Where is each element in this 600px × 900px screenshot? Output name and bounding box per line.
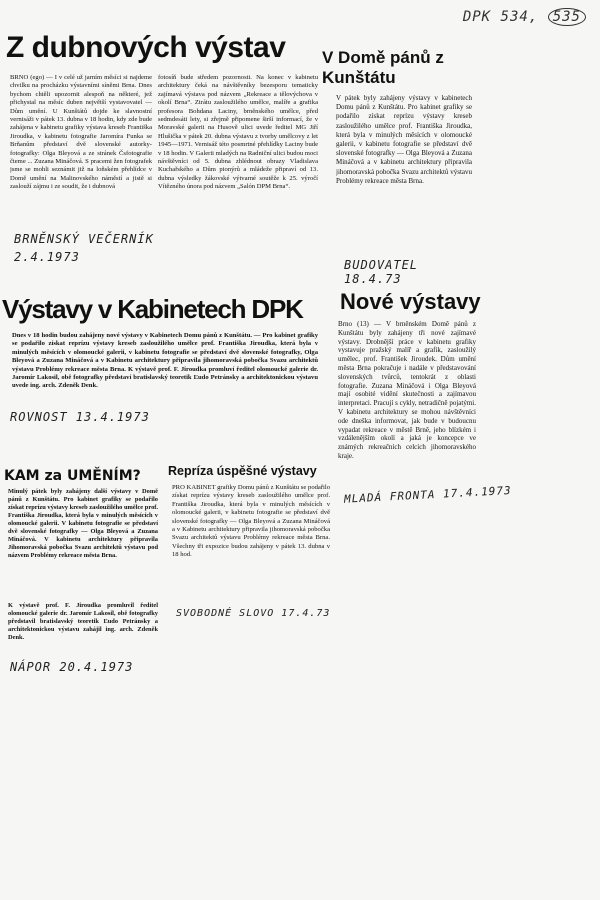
clipping-title: Nové výstavy — [340, 289, 481, 314]
clipping-body: PRO KABINET grafiky Domu pánů z Kunštátu se podařilo získat reprízu výstavy kreseb zasloužilého umělce prof. Františka Jiroudka, která byla v minulých měsících v olomoucké galerii, v kabinetu fotografie se představí dvě slovenské fotografky — Olga Bleyová a Zuzana Mináčová a v Kabinetu architektury připravila jihomoravská pobočka Svazu architektů výstavu Problémy rekreace města Brna. Všechny tři expozice budou zahájeny v pátek 13. dubna v 18 hod. — [172, 484, 330, 559]
clipping-vystavy-v-kabinetech — [2, 292, 324, 442]
clipping-v-dome-panu — [322, 48, 474, 286]
clipping-body: V pátek byly zahájeny výstavy v kabinetech Domu pánů z Kunštátu. Pro kabinet grafiky se podařilo získat reprízu výstavy kreseb zasloužilého umělce prof. Františka Jiroudka, která byla v minulých měsících v olomoucké galerii, v kabinetu fotografie se představí dvě slovenské fotografky — Olga Bleyová a Zuzana Mináčová a v kabinetu architektury připravila jihomoravská pobočka Svazu architektů výstavu Problémy rekreace města Brna. — [336, 94, 472, 185]
clipping-body: Dnes v 18 hodin budou zahájeny nové výstavy v Kabinetech Domu pánů z Kunštátu. — Pro kabinet grafiky se podařilo získat reprízu výstavy kreseb zasloužilého umělce prof. Františka Jiroudka, která byla v minulých měsících v olomoucké galerii, v kabinetu fotografie se představí dvě slovenské fotografky, Olga Bleyová a Zuzana Mináčová a v Kabinetu architektury připravila jihomoravská pobočka Svazu architektů výstavu Problémy rekreace města Brna. K výstavě prof. F. Jiroudka promluví ředitel olomoucké galerie dr. Jaromír Lakosil, obě fotografky představí bratislavský teoretik Ľudo Petránsky a architektonickou výstavu uvede ing. arch. Zdeněk Denk. — [12, 332, 318, 390]
clipping-body-2: K výstavě prof. F. Jiroudka promluvil ředitel olomoucké galerie dr. Jaromír Lakosil, obě fotografky představil bratislavský teoretik Ľudo Petránsky a architektonickou výstavu zahájil ing. arch. Zdeněk Denk. — [8, 602, 158, 641]
clipping-body: Brno (13) — V brněnském Domě pánů z Kunštátu byly zahájeny tři nové zajímavé výstavy. Drobnější práce v kabinetu grafiky vystavuje pražský malíř a grafik, zasloužilý umělec, prof. František Jiroudek. Dům umění města Brna pokračuje i nadále v představování slovenských tvůrců, tentokrát z oblasti fotografie. Zuzana Mináčová i Olga Bleyová mají osobité vidění skutečnosti a zajímavou interpretaci. Pracují s cykly, netradičně pojatými. V kabinetu architektury se mohou návštěvníci ode dneška informovat, jak bude v budoucnu vypadat rekreace v městě Brně, jeho blízkém i vzdálenějším okolí a jaká je koncepce ve známých rekreačních celcích jihomoravského kraje. — [338, 320, 476, 460]
clipping-title: Z dubnových výstav — [6, 31, 286, 64]
clipping-body: Minulý pátek byly zahájeny další výstavy v Domě pánů z Kunštátu. Pro kabinet grafiky se podařilo získat reprízu výstavy kreseb zasloužilého umělce prof. Františka Jiroudka, která byla v minulých měsících v olomoucké galerii. V kabinetu fotografie se představí dvě slovenské fotografky — Olga Bleyová a Zuzana Mináčová. V kabinetu architektury připravila Jihomoravská pobočka Svazu architektů výstavu pod názvem Problémy rekreace města Brna. — [8, 488, 158, 559]
clipping-title: Repríza úspěšné výstavy — [168, 464, 317, 478]
clipping-title: V Domě pánů z Kunštátu — [322, 48, 444, 87]
clipping-source: MLADÁ FRONTA 17.4.1973 — [343, 483, 512, 506]
clipping-source: BUDOVATEL 18.4.73 — [344, 258, 419, 286]
clipping-nove-vystavy — [336, 288, 531, 523]
clipping-kam-za-umenim — [4, 466, 162, 686]
archive-code-circled: 535 — [548, 8, 586, 26]
clipping-body-col2: fotosíň bude středem pozornosti. Na konec v kabinetu architektury čeká na návštěvníky bezesporu tematicky zajímavá výstava pod názvem „Rekreace a tělovýchova v okolí Brna“. Ztrátu zasloužilého umělce, malíře a grafika profesora Bohdana Laciny, brněnského umělce, před sedmdesáti lety, si zřejmě připomene širší informací, že v Moravské galerii na Husově ulici uvede ředitel MG Jiří Hlušička v pátek 20. dubna výstavu z tvorby umělcovy z let 1945—1971. Vernisáž této posmrtné přehlídky Laciny bude v 18 hodin. V Galerii mladých na Radniční ulici budou moci návštěvníci od 5. dubna zhlédnout obrazy Vladislava Kuchařského a Dům pionýrů a mládeže připraví od 13. dubna výsledky žákovské výtvarné soutěže k 25. výročí Vítězného února pod názvem „Salón DPM Brna“. — [158, 74, 318, 191]
clipping-title: Výstavy v Kabinetech DPK — [2, 294, 303, 324]
clipping-z-dubnovych-vystav — [6, 30, 321, 266]
clipping-source: NÁPOR 20.4.1973 — [10, 660, 134, 674]
clipping-source: ROVNOST 13.4.1973 — [10, 410, 150, 424]
clipping-body-col1: BRNO (ego) — I v celé už jarním měsíci si najdeme chvilku na procházku výstavními síněmi Brna. Dnes bychom chtěli upozornit alespoň na některé, jež přichystal na měsíc duben největší vystavovatel — Dům umění. U Kunštátů dojde ke slavnostní vernisáži v pátek 13. dubna v 18 hodin, kdy zde bude zahájena v kabinetu grafiky výstava kreseb Františka Jiroudka, v kabinetu fotografie Jaromíra Funka se Brňanům představí dvě slovenské autorky-fotografky: Olga Bleyová a ze stránek Čsfotografie čteme ... Zuzana Mináčová. S pracemi žen fotografek jsme se mohli seznámit již na loňském přehlídce v Domě umění na Malinovského náměstí a jistě si zaslouží zájmu i ze soudit, že i dubnová — [10, 74, 152, 191]
archive-code — [463, 8, 586, 26]
clipping-repriza — [168, 462, 332, 632]
clipping-source: BRNĚNSKÝ VEČERNÍK 2.4.1973 — [14, 232, 154, 264]
archive-code-text: DPK 534, — [462, 9, 539, 25]
clipping-title: KAM za UMĚNÍM? — [4, 468, 141, 484]
clipping-source: SVOBODNÉ SLOVO 17.4.73 — [176, 608, 331, 619]
